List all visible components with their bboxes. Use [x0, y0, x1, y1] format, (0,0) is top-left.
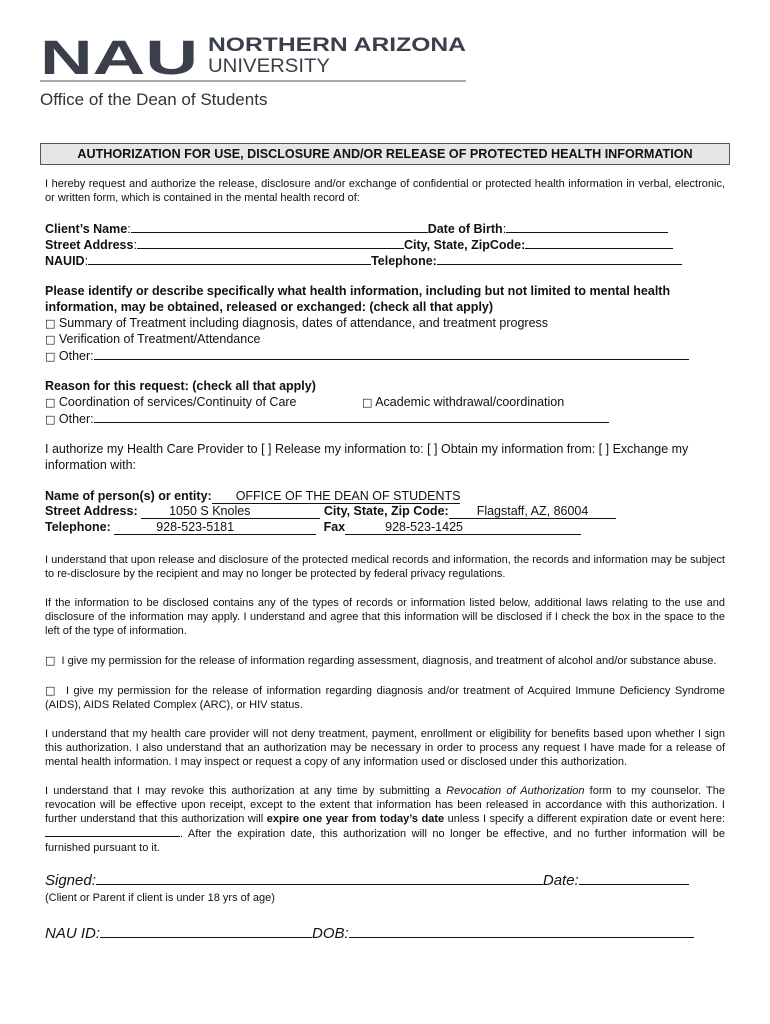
date-label: Date:: [542, 872, 579, 889]
city-label: City, State, ZipCode:: [403, 238, 526, 252]
reason-other-field[interactable]: [94, 410, 609, 423]
form-title: AUTHORIZATION FOR USE, DISCLOSURE AND/OR RELEASE OF PROTECTED HEALTH INFORMATION: [40, 143, 730, 165]
option-other-label: Other:: [58, 349, 94, 363]
university-name-line2: UNIVERSITY: [208, 56, 331, 77]
dob-label: Date of Birth: [427, 222, 503, 236]
revoke-text-a: I understand that I may revoke this authorization at any time by submitting a: [45, 785, 447, 797]
expiry-statement: expire one year from today’s date: [266, 813, 445, 825]
entity-phone-label: Telephone:: [45, 520, 111, 534]
university-name-line1: NORTHERN ARIZONA: [208, 35, 467, 56]
checkbox-icon[interactable]: □: [45, 413, 56, 426]
nauid-label: NAUID: [45, 254, 85, 268]
signed-note: (Client or Parent if client is under 18 yrs of age): [45, 892, 275, 904]
signed-row: [45, 872, 689, 889]
revoke-text-b: form to my counselor. The revocation will be effective upon receipt, except to the extent that information has been released in accordance with this authorization. I further understand that this authorization will: [45, 785, 726, 825]
telephone-label: Telephone:: [371, 254, 437, 268]
entity-value[interactable]: OFFICE OF THE DEAN OF STUDENTS: [212, 489, 461, 504]
reason-academic-label: Academic withdrawal/coordination: [375, 395, 565, 409]
entity-label: Name of person(s) or entity:: [45, 489, 212, 503]
entity-city-label: City, State, Zip Code:: [323, 504, 449, 518]
dob-signature-field[interactable]: [349, 925, 694, 938]
checkbox-icon[interactable]: □: [45, 333, 56, 346]
logo-letters: NAU: [40, 32, 198, 82]
checkbox-icon[interactable]: □: [45, 350, 56, 363]
deny-paragraph: I understand that my health care provider will not deny treatment, payment, enrollment or eligibility for benefits based upon whether I sign this authorization. I also understand that an authorization may be necessary in order to process any request I have made for a release of mental health information. I may inspect or request a copy of any information used or disclosed under this authorization.: [45, 728, 725, 768]
laws-paragraph: If the information to be disclosed contains any of the types of records or information listed below, additional laws relating to the use and disclosure of the information may apply. I understand and agree that this information will be disclosed if I check the box in the space to the left of the type of information.: [45, 597, 725, 637]
permission-aids-text: I give my permission for the release of information regarding diagnosis and/or treatment of Acquired Immune Deficiency Syndrome (AIDS), AIDS Related Complex (ARC), or HIV status.: [45, 685, 725, 711]
option-other[interactable]: [45, 347, 689, 365]
reason-coordination-label: Coordination of services/Continuity of Care: [58, 395, 297, 409]
option-other-field[interactable]: [94, 347, 689, 360]
intro-paragraph: I hereby request and authorize the release, disclosure and/or exchange of confidential or protected health information in verbal, electronic, or written form, which is contained in the mental health record of:: [45, 178, 725, 204]
entity-fax-value[interactable]: 928-523-1425: [345, 520, 581, 535]
city-field[interactable]: [525, 236, 673, 249]
nau-logo: [40, 30, 470, 82]
client-name-row: Client’s Name: Date of Birth:: [45, 220, 668, 237]
revoke-text-c: unless I specify a different expiration date or event here:: [444, 813, 726, 825]
entity-street-value[interactable]: 1050 S Knoles: [141, 504, 320, 519]
permission-aids[interactable]: [45, 684, 725, 712]
client-name-field[interactable]: [131, 220, 428, 233]
street-label: Street Address: [45, 238, 134, 252]
entity-city-value[interactable]: Flagstaff, AZ, 86004: [449, 504, 617, 519]
reason-other-label: Other:: [58, 412, 94, 426]
reason-heading: Reason for this request: (check all that apply): [45, 379, 316, 393]
option-summary-label: Summary of Treatment including diagnosis, dates of attendance, and treatment progress: [58, 316, 549, 330]
permission-alcohol-text: I give my permission for the release of information regarding assessment, diagnosis, and treatment of alcohol and/or substance abuse.: [61, 655, 717, 667]
office-title: Office of the Dean of Students: [40, 90, 268, 109]
date-field[interactable]: [579, 872, 689, 885]
entity-phone-value[interactable]: 928-523-5181: [114, 520, 316, 535]
option-verification-label: Verification of Treatment/Attendance: [58, 332, 261, 346]
street-row: Street Address: City, State, ZipCode:: [45, 236, 673, 253]
entity-row: [45, 488, 460, 504]
option-summary[interactable]: [45, 315, 548, 332]
permission-alcohol[interactable]: [45, 654, 725, 668]
redisclosure-paragraph: I understand that upon release and disclosure of the protected medical records and information, the records and information may be subject to re-disclosure by the recipient and may no longer be protected by federal privacy regulations.: [45, 554, 725, 580]
option-verification[interactable]: [45, 331, 260, 348]
reason-academic[interactable]: [362, 394, 564, 411]
identify-heading: Please identify or describe specifically what health information, including but not limited to mental health information, may be obtained, released or exchanged: (check all that apply): [45, 284, 671, 314]
street-field[interactable]: [137, 236, 404, 249]
id-row: [45, 925, 694, 942]
signed-label: Signed:: [45, 872, 96, 889]
checkbox-icon[interactable]: □: [45, 684, 57, 697]
dob-signature-label: DOB:: [312, 925, 349, 942]
telephone-field[interactable]: [437, 252, 682, 265]
nauid-signature-field[interactable]: [100, 925, 312, 938]
nauid-signature-label: NAU ID:: [45, 925, 101, 942]
reason-coordination[interactable]: [45, 394, 297, 411]
entity-address-row: [45, 503, 616, 519]
revocation-form-name: Revocation of Authorization: [446, 785, 585, 797]
revoke-paragraph: [45, 784, 725, 855]
entity-fax-label: Fax: [323, 520, 346, 534]
authorize-statement: I authorize my Health Care Provider to [ ] Release my information to: [ ] Obtain my information from: [ ] Exchange my information with:: [45, 442, 689, 472]
expiration-field[interactable]: [45, 826, 180, 837]
entity-phone-row: [45, 519, 581, 535]
nauid-row: NAUID: Telephone:: [45, 252, 682, 269]
client-name-label: Client’s Name: [45, 222, 128, 236]
checkbox-icon[interactable]: □: [45, 654, 56, 667]
revoke-text-d: . After the expiration date, this authorization will no longer be effective, and no further information will be furnished pursuant to it.: [45, 828, 725, 854]
checkbox-icon[interactable]: □: [45, 317, 56, 330]
checkbox-icon[interactable]: □: [362, 396, 373, 409]
reason-other[interactable]: [45, 410, 609, 428]
entity-street-label: Street Address:: [45, 504, 138, 518]
nauid-field[interactable]: [88, 252, 371, 265]
signature-field[interactable]: [96, 872, 543, 885]
dob-field[interactable]: [506, 220, 668, 233]
checkbox-icon[interactable]: □: [45, 396, 56, 409]
